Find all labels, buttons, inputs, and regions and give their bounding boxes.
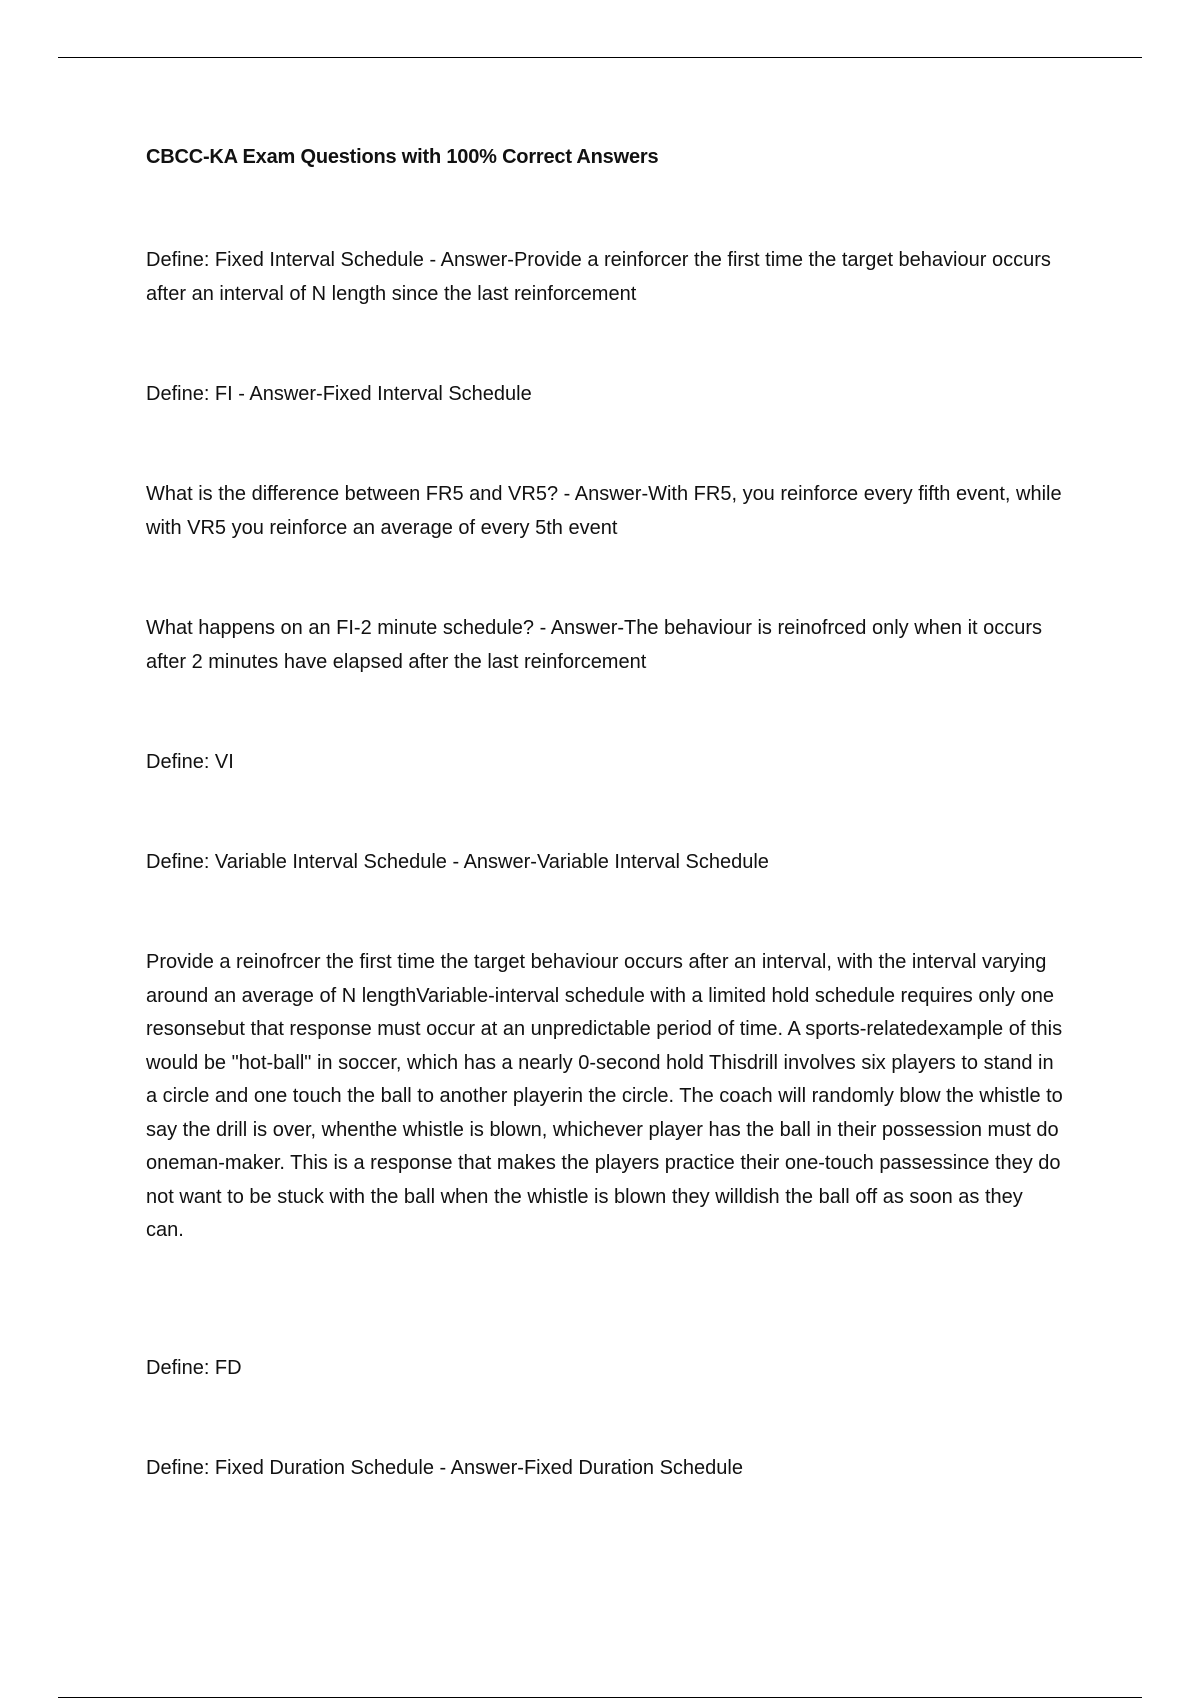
entry-variable-interval-schedule: Define: Variable Interval Schedule - Answer-Variable Interval Schedule xyxy=(146,851,769,873)
entry-fi: Define: FI - Answer-Fixed Interval Schedule xyxy=(146,383,532,405)
entry-fixed-interval-schedule: Define: Fixed Interval Schedule - Answer-Provide a reinforcer the first time the target behaviour occurs after an interval of N length since the last reinforcement xyxy=(146,249,1051,305)
entry-vi: Define: VI xyxy=(146,751,234,773)
entry-fr5-vs-vr5: What is the difference between FR5 and VR5? - Answer-With FR5, you reinforce every fifth event, while with VR5 you reinforce an average of every 5th event xyxy=(146,483,1062,539)
top-rule xyxy=(58,57,1142,58)
entry-vi-explanation: Provide a reinofrcer the first time the target behaviour occurs after an interval, with the interval varying around an average of N lengthVariable-interval schedule with a limited hold schedule requires only one resonsebut that response must occur at an unpredictable period of time. A sports-relatedexample of this would be "hot-ball" in soccer, which has a nearly 0-second hold Thisdrill involves six players to stand in a circle and one touch the ball to another playerin the circle. The coach will randomly blow the whistle to say the drill is over, whenthe whistle is blown, whichever player has the ball in their possession must do oneman-maker. This is a response that makes the players practice their one-touch passessince they do not want to be stuck with the ball when the whistle is blown they willdish the ball off as soon as they can. xyxy=(146,951,1063,1241)
entry-fd: Define: FD xyxy=(146,1357,242,1379)
entry-fi-2-minute: What happens on an FI-2 minute schedule? - Answer-The behaviour is reinofrced only when it occurs after 2 minutes have elapsed after the last reinforcement xyxy=(146,617,1043,673)
bottom-rule xyxy=(58,1697,1142,1698)
entry-fixed-duration-schedule: Define: Fixed Duration Schedule - Answer-Fixed Duration Schedule xyxy=(146,1457,743,1479)
document-title: CBCC-KA Exam Questions with 100% Correct Answers xyxy=(146,146,659,168)
